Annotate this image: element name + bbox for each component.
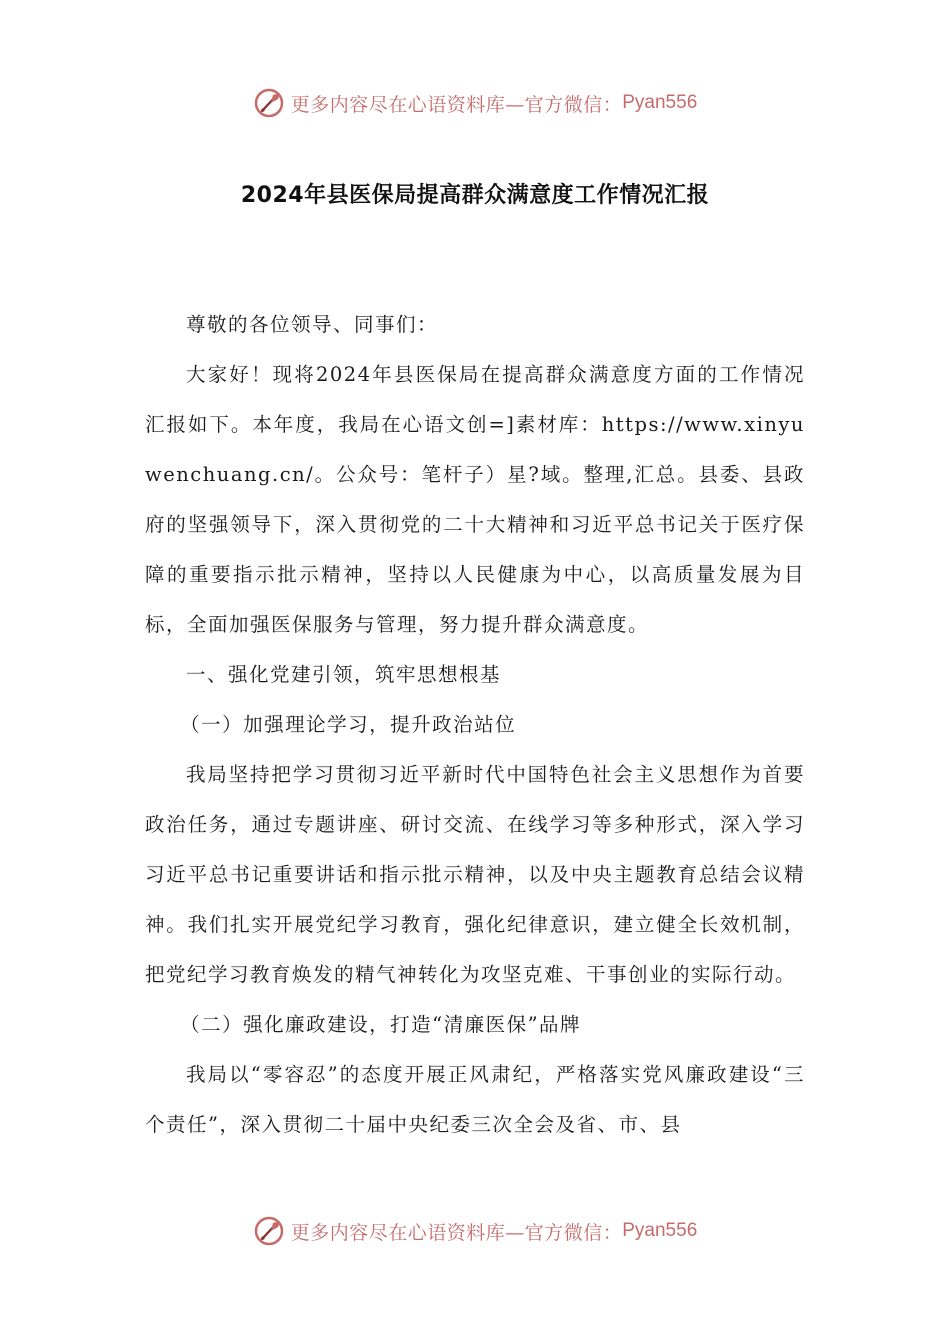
document-title: 2024年县医保局提高群众满意度工作情况汇报 [240,183,710,208]
banner-text: 更多内容尽在心语资料库—官方微信： [290,93,623,116]
subsection-heading: （二）强化廉政建设，打造“清廉医保”品牌 [180,1013,582,1036]
body-paragraph: 我局以“零容忍”的态度开展正风肃纪，严格落实党风廉政建设“三个责任”，深入贯彻二十届中央纪委三次全会及省、市、县 [145,1063,805,1136]
document-body [145,300,805,1150]
body-paragraph: 大家好！现将2024年县医保局在提高群众满意度方面的工作情况汇报如下。本年度，我局在心语文创=]素材库：https://www.xinyuwenchuang.cn/。公众号：笔杆子）星?域。整理,汇总。县委、县政府的坚强领导下，深入贯彻党的二十大精神和习近平总书记关于医疗保障的重要指示批示精神，坚持以人民健康为中心，以高质量发展为目标，全面加强医保服务与管理，努力提升群众满意度。 [145,363,805,636]
quill-logo-icon [253,1215,285,1247]
body-paragraph: 尊敬的各位领导、同事们： [185,313,438,336]
banner-wechat-handle: Pyan556 [622,92,698,113]
quill-logo-icon [253,87,285,119]
subsection-heading: （一）加强理论学习，提升政治站位 [180,713,517,736]
footer-watermark-banner [0,1211,950,1251]
banner-wechat-handle: Pyan556 [622,1220,698,1241]
header-watermark-banner [0,83,950,123]
banner-text: 更多内容尽在心语资料库—官方微信： [290,1221,623,1244]
body-paragraph: 我局坚持把学习贯彻习近平新时代中国特色社会主义思想作为首要政治任务，通过专题讲座、研讨交流、在线学习等多种形式，深入学习习近平总书记重要讲话和指示批示精神，以及中央主题教育总结会议精神。我们扎实开展党纪学习教育，强化纪律意识，建立健全长效机制，把党纪学习教育焕发的精气神转化为攻坚克难、干事创业的实际行动。 [145,763,805,986]
section-heading: 一、强化党建引领，筑牢思想根基 [185,663,501,686]
